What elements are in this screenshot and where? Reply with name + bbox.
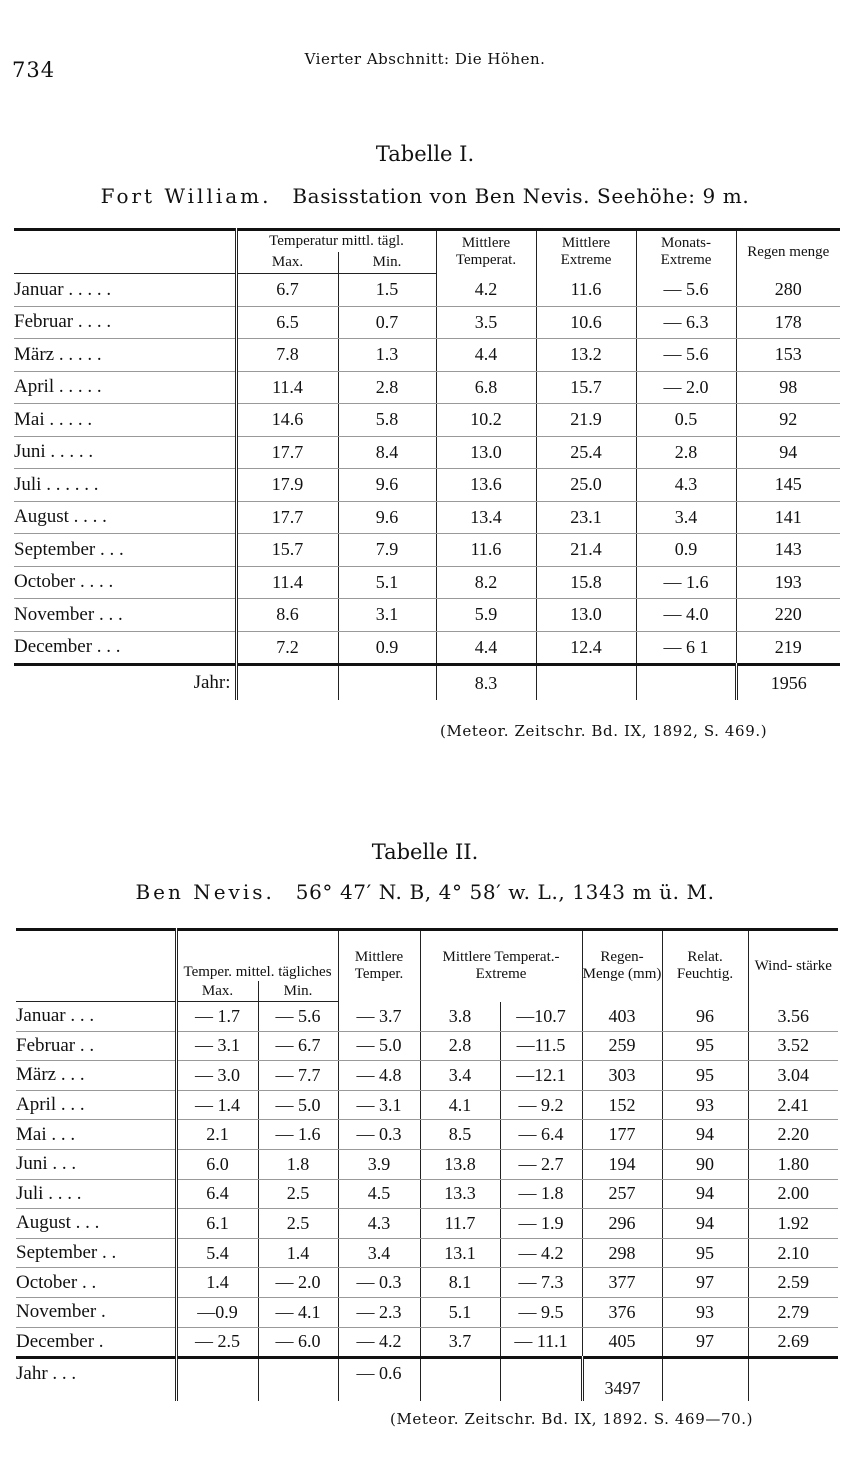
table2-cell-max: — 3.1 (176, 1031, 258, 1061)
table2-cell-rain: 259 (582, 1031, 662, 1061)
table1-cell-min: 3.1 (338, 599, 436, 632)
table1-title: Tabelle I. (375, 142, 475, 166)
table2-header-min: Min. (258, 981, 338, 1002)
table1-cell-max: 6.5 (236, 306, 338, 339)
table1-cell-max: 6.7 (236, 274, 338, 307)
table2-header-mean: Mittlere Temper. (338, 930, 420, 1002)
table2-cell-ext_min: — 1.8 (500, 1179, 582, 1209)
table1-cell-ext: 25.4 (536, 436, 636, 469)
table1-cell-mean: 5.9 (436, 599, 536, 632)
table1-header-monthly-extremes: Monats- Extreme (636, 230, 736, 274)
table1-year-label: Jahr: (14, 665, 236, 701)
table2-cell-max: — 2.5 (176, 1327, 258, 1358)
table2-cell-min: — 6.7 (258, 1031, 338, 1061)
table2-row (16, 1268, 838, 1298)
table1-cell-ext: 15.7 (536, 371, 636, 404)
table2-row (16, 1002, 838, 1032)
table1-cell-rain: 92 (736, 404, 840, 437)
table2-cell-mean: — 3.1 (338, 1090, 420, 1120)
table1-station: Fort William. (100, 184, 272, 208)
table2-cell-max: 5.4 (176, 1238, 258, 1268)
table1-row (14, 566, 840, 599)
table1-cell-month: April . . . . . (14, 371, 236, 404)
table1-cell-min: 5.1 (338, 566, 436, 599)
table1-cell-ext: 13.0 (536, 599, 636, 632)
table2-cell-hum: 96 (662, 1002, 748, 1032)
table1-cell-mext: — 6 1 (636, 631, 736, 665)
table2-year-min (258, 1358, 338, 1402)
table2-year-max (176, 1358, 258, 1402)
table2-cell-hum: 93 (662, 1297, 748, 1327)
table1-cell-mean: 8.2 (436, 566, 536, 599)
table2-cell-hum: 97 (662, 1268, 748, 1298)
table2-cell-min: — 1.6 (258, 1120, 338, 1150)
table2-cell-rain: 403 (582, 1002, 662, 1032)
table1-cell-month: December . . . (14, 636, 121, 658)
table2-row (16, 1209, 838, 1239)
table1-cell-max: 17.7 (236, 501, 338, 534)
table2-cell-rain: 177 (582, 1120, 662, 1150)
table2-row (16, 1327, 838, 1358)
table2-cell-ext_max: 11.7 (420, 1209, 500, 1239)
table1-cell-ext: 13.2 (536, 339, 636, 372)
table2-cell-ext_max: 13.3 (420, 1179, 500, 1209)
table2-cell-min: 1.4 (258, 1238, 338, 1268)
table2-cell-ext_max: 3.8 (420, 1002, 500, 1032)
table2-cell-month: December . (16, 1330, 104, 1352)
table2-row (16, 1179, 838, 1209)
table1-cell-mext: — 2.0 (636, 371, 736, 404)
table1-cell-mext: 0.5 (636, 404, 736, 437)
table2-cell-mean: — 3.7 (338, 1002, 420, 1032)
table1-cell-mean: 13.4 (436, 501, 536, 534)
table2-cell-wind: 2.41 (748, 1090, 838, 1120)
table1-cell-ext: 15.8 (536, 566, 636, 599)
table1-cell-mean: 4.2 (436, 274, 536, 307)
table1-row (14, 371, 840, 404)
table2-cell-max: 6.0 (176, 1149, 258, 1179)
table2-cell-ext_min: — 1.9 (500, 1209, 582, 1239)
table2-cell-wind: 2.79 (748, 1297, 838, 1327)
table1-cell-mean: 13.0 (436, 436, 536, 469)
table1-year-mext (636, 665, 736, 701)
table2-cell-rain: 152 (582, 1090, 662, 1120)
table1-subtitle (0, 184, 850, 208)
table2-cell-mean: — 0.3 (338, 1268, 420, 1298)
table2-cell-ext_min: —10.7 (500, 1002, 582, 1032)
table1-cell-mean: 13.6 (436, 469, 536, 502)
table2-cell-min: 2.5 (258, 1209, 338, 1239)
table2-cell-rain: 376 (582, 1297, 662, 1327)
table1-row (14, 534, 840, 567)
table2-cell-min: — 6.0 (258, 1327, 338, 1358)
table2-cell-month: Februar . . (16, 1031, 176, 1061)
table2-cell-rain: 405 (582, 1327, 662, 1358)
table1-cell-max: 15.7 (236, 534, 338, 567)
table2-cell-mean: — 4.2 (338, 1327, 420, 1358)
table2-header-rain: Regen- Menge (mm) (582, 930, 662, 1002)
table2-cell-hum: 95 (662, 1061, 748, 1091)
table1-year-mean: 8.3 (436, 665, 536, 701)
table2-year-ext-min (500, 1358, 582, 1402)
table2-cell-ext_min: —12.1 (500, 1061, 582, 1091)
table2-station: Ben Nevis. (135, 880, 275, 904)
table1-cell-rain: 280 (736, 274, 840, 307)
table1-cell-rain: 98 (736, 371, 840, 404)
table1-cell-min: 1.3 (338, 339, 436, 372)
table2-cell-mean: — 5.0 (338, 1031, 420, 1061)
table1-cell-month: October . . . . (14, 566, 236, 599)
running-head: Vierter Abschnitt: Die Höhen. (304, 50, 546, 68)
table1-row (14, 404, 840, 437)
table2-row (16, 1120, 838, 1150)
table2-year-ext-max (420, 1358, 500, 1402)
table2-cell-mean: — 2.3 (338, 1297, 420, 1327)
table2-cell-month: April . . . (16, 1090, 176, 1120)
table1-row (14, 436, 840, 469)
table1-cell-ext: 21.4 (536, 534, 636, 567)
table1-cell-rain: 219 (736, 631, 840, 665)
table2-cell-wind: 2.20 (748, 1120, 838, 1150)
table1-header-blank2 (14, 252, 236, 274)
table2-cell-hum: 90 (662, 1149, 748, 1179)
table1-cell-min: 1.5 (338, 274, 436, 307)
table1-cell-mean: 10.2 (436, 404, 536, 437)
table1-header-rain: Regen menge (736, 230, 840, 274)
table1-row (14, 631, 840, 665)
table1-year-ext (536, 665, 636, 701)
table2-cell-ext_min: —11.5 (500, 1031, 582, 1061)
table2-header-blank (16, 930, 176, 982)
table2-cell-month: October . . (16, 1268, 176, 1298)
table2-cell-ext_max: 4.1 (420, 1090, 500, 1120)
table1-header-max: Max. (236, 252, 338, 274)
table2-cell-ext_min: — 9.5 (500, 1297, 582, 1327)
table2-cell-wind: 2.59 (748, 1268, 838, 1298)
table2-cell-hum: 95 (662, 1031, 748, 1061)
table1-year-max (236, 665, 338, 701)
table2 (16, 928, 838, 1401)
table1-row (14, 339, 840, 372)
table2-year-hum (662, 1358, 748, 1402)
table2-header-blank2 (16, 981, 176, 1002)
table1-row (14, 274, 840, 307)
table2-cell-ext_min: — 2.7 (500, 1149, 582, 1179)
table1-cell-min: 0.9 (338, 631, 436, 665)
table2-cell-ext_min: — 4.2 (500, 1238, 582, 1268)
table1-cell-ext: 25.0 (536, 469, 636, 502)
table2-cell-mean: 3.4 (338, 1238, 420, 1268)
table2-year-mean: — 0.6 (338, 1358, 420, 1402)
table1-header-temp-group: Temperatur mittl. tägl. (236, 230, 436, 253)
table1-cell-month: September . . . (14, 534, 236, 567)
table1-header-mean: Mittlere Temperat. (436, 230, 536, 274)
table1-cell-ext: 11.6 (536, 274, 636, 307)
table2-cell-wind: 1.92 (748, 1209, 838, 1239)
table1-cell-min: 8.4 (338, 436, 436, 469)
table2-cell-ext_min: — 11.1 (500, 1327, 582, 1358)
table1-cell-max: 7.2 (236, 631, 338, 665)
table2-cell-mean: 4.3 (338, 1209, 420, 1239)
table1-cell-rain: 141 (736, 501, 840, 534)
table2-cell-max: — 3.0 (176, 1061, 258, 1091)
table1-cell-min: 9.6 (338, 501, 436, 534)
table2-cell-rain: 257 (582, 1179, 662, 1209)
table2-header-max: Max. (176, 981, 258, 1002)
table1-cell-mean: 6.8 (436, 371, 536, 404)
table1-cell-mext: 4.3 (636, 469, 736, 502)
table1-cell-min: 5.8 (338, 404, 436, 437)
table2-cell-ext_min: — 6.4 (500, 1120, 582, 1150)
table2-cell-ext_max: 8.1 (420, 1268, 500, 1298)
table1-row (14, 599, 840, 632)
table2-header-humidity: Relat. Feuchtig. (662, 930, 748, 1002)
table1-cell-mean: 11.6 (436, 534, 536, 567)
table1-header-extremes: Mittlere Extreme (536, 230, 636, 274)
table1-cell-ext: 10.6 (536, 306, 636, 339)
table2-cell-ext_min: — 9.2 (500, 1090, 582, 1120)
table1-year-rain: 1956 (736, 665, 840, 701)
table2-cell-month: August . . . (16, 1209, 176, 1239)
table1-cell-mext: — 5.6 (636, 339, 736, 372)
table2-cell-max: — 1.7 (176, 1002, 258, 1032)
table2-cell-min: — 5.6 (258, 1002, 338, 1032)
table1-cell-min: 0.7 (338, 306, 436, 339)
table1-cell-month: März . . . . . (14, 339, 236, 372)
table2-cell-rain: 298 (582, 1238, 662, 1268)
table1-cell-mext: 2.8 (636, 436, 736, 469)
table2-year-wind (748, 1358, 838, 1402)
table2-cell-hum: 93 (662, 1090, 748, 1120)
table2-row (16, 1061, 838, 1091)
table1-cell-ext: 23.1 (536, 501, 636, 534)
table1-cell-month: November . . . (14, 599, 236, 632)
table2-cell-max: 6.1 (176, 1209, 258, 1239)
table1-cell-max: 8.6 (236, 599, 338, 632)
table2-cell-hum: 94 (662, 1120, 748, 1150)
table2-cell-ext_max: 13.1 (420, 1238, 500, 1268)
table2-cell-hum: 97 (662, 1327, 748, 1358)
table1-row (14, 501, 840, 534)
table2-header-temp-group: Temper. mittel. tägliches (176, 930, 338, 982)
table1-cell-ext: 12.4 (536, 631, 636, 665)
table2-cell-max: —0.9 (176, 1297, 258, 1327)
table2-cell-rain: 377 (582, 1268, 662, 1298)
table2-cell-month: Juli . . . . (16, 1179, 176, 1209)
table2-cell-max: — 1.4 (176, 1090, 258, 1120)
table1-cell-rain: 143 (736, 534, 840, 567)
table2-cell-wind: 3.56 (748, 1002, 838, 1032)
table2-cell-min: 1.8 (258, 1149, 338, 1179)
table1-cell-month: Juni . . . . . (14, 436, 236, 469)
table1-cell-min: 9.6 (338, 469, 436, 502)
table1-cell-mean: 3.5 (436, 306, 536, 339)
table2-cell-wind: 3.04 (748, 1061, 838, 1091)
table2-cell-ext_max: 13.8 (420, 1149, 500, 1179)
table2-cell-ext_min: — 7.3 (500, 1268, 582, 1298)
table1-cell-mext: — 1.6 (636, 566, 736, 599)
table2-row (16, 1297, 838, 1327)
table2-cell-max: 2.1 (176, 1120, 258, 1150)
table2-cell-hum: 95 (662, 1238, 748, 1268)
table1-cell-month: Juli . . . . . . (14, 469, 236, 502)
table2-row (16, 1090, 838, 1120)
table2-row (16, 1031, 838, 1061)
table2-cell-hum: 94 (662, 1179, 748, 1209)
table1-cell-rain: 193 (736, 566, 840, 599)
table2-year-label: Jahr . . . (16, 1358, 176, 1402)
table2-header-extremes: Mittlere Temperat.- Extreme (420, 930, 582, 1002)
table2-cell-ext_max: 3.4 (420, 1061, 500, 1091)
table2-cell-mean: — 0.3 (338, 1120, 420, 1150)
table2-cell-rain: 303 (582, 1061, 662, 1091)
table2-cell-mean: 4.5 (338, 1179, 420, 1209)
table1-cell-mean: 4.4 (436, 339, 536, 372)
table2-cell-min: — 5.0 (258, 1090, 338, 1120)
table1-cell-month: Februar . . . . (14, 306, 236, 339)
table1-cell-max: 11.4 (236, 566, 338, 599)
table1-cell-mext: 3.4 (636, 501, 736, 534)
table2-cell-mean: — 4.8 (338, 1061, 420, 1091)
table2-cell-month: September . . (16, 1238, 176, 1268)
table2-cell-wind: 2.00 (748, 1179, 838, 1209)
table2-cell-month: Juni . . . (16, 1149, 176, 1179)
table1-subtitle-text: Basisstation von Ben Nevis. Seehöhe: 9 m. (292, 184, 750, 208)
table1-cell-rain: 94 (736, 436, 840, 469)
page-number: 734 (12, 58, 56, 82)
table2-cell-min: — 2.0 (258, 1268, 338, 1298)
table1-year-min (338, 665, 436, 701)
table1-cell-mext: — 4.0 (636, 599, 736, 632)
table1-cell-mext: 0.9 (636, 534, 736, 567)
table1-header-blank (14, 230, 236, 253)
table1-cell-mean: 4.4 (436, 631, 536, 665)
table2-row (16, 1149, 838, 1179)
table1-cell-month: August . . . . (14, 501, 236, 534)
table1-cell-rain: 178 (736, 306, 840, 339)
table1-cell-rain: 145 (736, 469, 840, 502)
table2-header-wind: Wind- stärke (748, 930, 838, 1002)
table2-cell-min: 2.5 (258, 1179, 338, 1209)
table1-cell-ext: 21.9 (536, 404, 636, 437)
table1-cell-mext: — 5.6 (636, 274, 736, 307)
table2-source: (Meteor. Zeitschr. Bd. IX, 1892. S. 469—70.) (390, 1410, 754, 1428)
table2-cell-ext_max: 3.7 (420, 1327, 500, 1358)
table2-title: Tabelle II. (371, 840, 479, 864)
table2-row (16, 1238, 838, 1268)
table2-cell-month: Januar . . . (16, 1002, 176, 1032)
table1-cell-month: Mai . . . . . (14, 404, 236, 437)
table1-cell-max: 7.8 (236, 339, 338, 372)
table2-cell-rain: 194 (582, 1149, 662, 1179)
table1-source: (Meteor. Zeitschr. Bd. IX, 1892, S. 469.) (440, 722, 768, 740)
table2-cell-max: 6.4 (176, 1179, 258, 1209)
table2-subtitle-text: 56° 47′ N. B, 4° 58′ w. L., 1343 m ü. M. (295, 880, 715, 904)
table1-cell-min: 2.8 (338, 371, 436, 404)
table1-cell-min: 7.9 (338, 534, 436, 567)
table2-cell-min: — 7.7 (258, 1061, 338, 1091)
table2-subtitle (0, 880, 850, 904)
table2-cell-rain: 296 (582, 1209, 662, 1239)
table1-row (14, 306, 840, 339)
table1-row (14, 469, 840, 502)
table2-cell-wind: 2.69 (748, 1327, 838, 1358)
table2-cell-wind: 1.80 (748, 1149, 838, 1179)
table1-cell-rain: 220 (736, 599, 840, 632)
table1-header-min: Min. (338, 252, 436, 274)
table1-cell-mext: — 6.3 (636, 306, 736, 339)
table2-cell-min: — 4.1 (258, 1297, 338, 1327)
table2-cell-mean: 3.9 (338, 1149, 420, 1179)
table2-cell-max: 1.4 (176, 1268, 258, 1298)
table2-cell-wind: 2.10 (748, 1238, 838, 1268)
table1-cell-month: Januar . . . . . (14, 274, 236, 307)
table1-cell-max: 14.6 (236, 404, 338, 437)
table1-cell-max: 17.9 (236, 469, 338, 502)
table2-cell-month: März . . . (16, 1061, 176, 1091)
table2-cell-month: November . (16, 1297, 176, 1327)
table1 (14, 228, 840, 700)
table2-cell-ext_max: 2.8 (420, 1031, 500, 1061)
table2-cell-hum: 94 (662, 1209, 748, 1239)
table1-cell-rain: 153 (736, 339, 840, 372)
table2-cell-month: Mai . . . (16, 1120, 176, 1150)
table2-cell-wind: 3.52 (748, 1031, 838, 1061)
table1-cell-max: 11.4 (236, 371, 338, 404)
table2-cell-ext_max: 5.1 (420, 1297, 500, 1327)
table2-year-rain: 3497 (582, 1358, 662, 1402)
table1-cell-max: 17.7 (236, 436, 338, 469)
table2-cell-ext_max: 8.5 (420, 1120, 500, 1150)
